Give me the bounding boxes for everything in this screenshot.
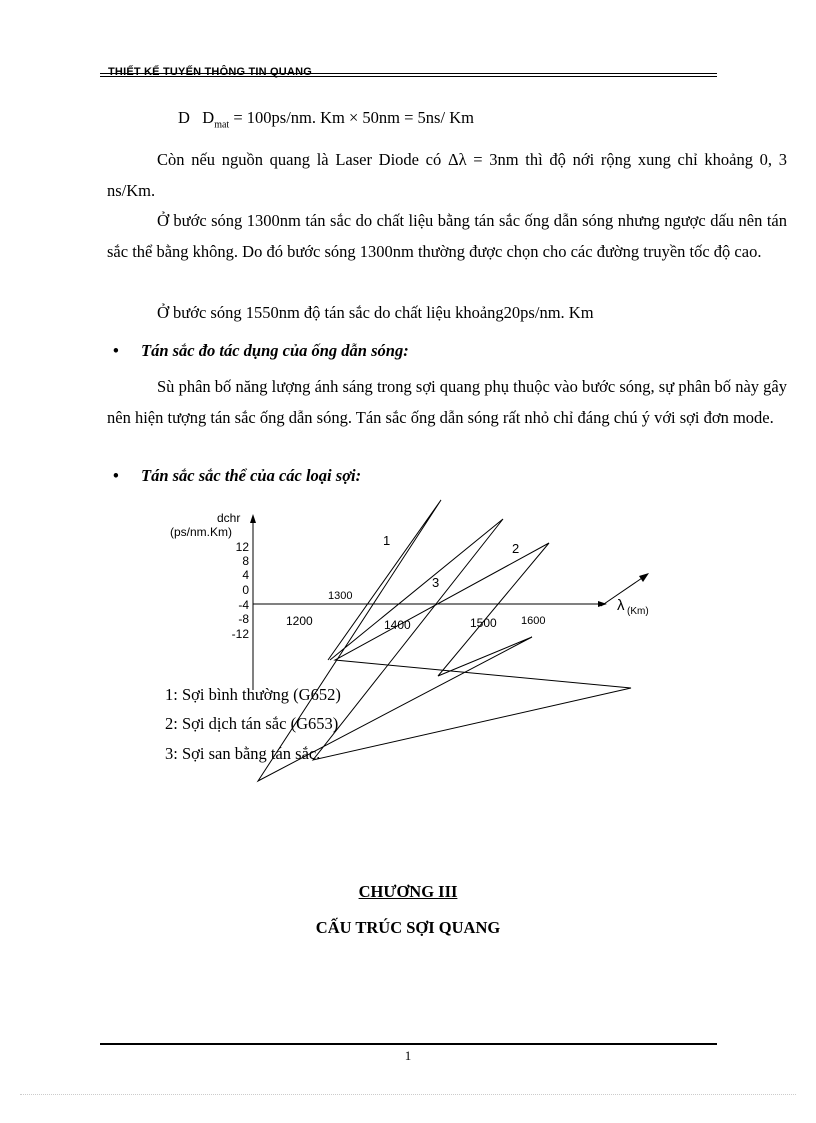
- curve-label-3: 3: [432, 575, 440, 590]
- paragraph-1300nm: Ở bước sóng 1300nm tán sắc do chất liệu bằng tán sắc ống dẫn sóng nhưng ngược dấu nên tán sắc thể bằng không. Do đó bước sóng 1300nm thường được chọn cho các đường truyền tốc độ cao.: [107, 211, 787, 261]
- arrow-head: [639, 573, 649, 582]
- x-axis-label: λ: [617, 597, 625, 614]
- legend-item-g652: 1: Sợi bình thường (G652): [165, 685, 341, 704]
- formula-subscript: mat: [214, 119, 230, 131]
- curve-label-2: 2: [512, 541, 520, 556]
- chapter-title: CẤU TRÚC SỢI QUANG: [315, 918, 501, 937]
- y-tick-label: 0: [242, 583, 249, 597]
- x-tick-label: 1400: [384, 618, 411, 632]
- y-axis-label-line1: dchr: [217, 511, 241, 525]
- y-axis-arrow: [250, 514, 256, 523]
- y-tick-label: 4: [242, 568, 249, 582]
- x-axis-label-sub: (Km): [627, 606, 649, 617]
- formula-symbol: D: [202, 108, 215, 127]
- bullet-symbol: •: [113, 466, 119, 485]
- page-bottom-border: [20, 1094, 796, 1095]
- chapter-number: CHƯƠNG III: [358, 882, 458, 901]
- x-tick-label: 1500: [470, 616, 497, 630]
- formula-expression: = 100ps/nm. Km × 50nm = 5ns/ Km: [229, 108, 474, 127]
- bullet-text: Tán sắc sắc thể của các loại sợi:: [141, 466, 362, 485]
- y-tick-label: -4: [238, 598, 249, 612]
- x-tick-label: 1600: [521, 615, 546, 627]
- paragraph-laser-diode: Còn nếu nguồn quang là Laser Diode có Δλ = 3nm thì độ nới rộng xung chỉ khoảng 0, 3 ns/Km.: [107, 150, 787, 200]
- dispersion-curves: [258, 500, 631, 781]
- y-tick-label: 8: [242, 554, 249, 568]
- x-tick-label: 1200: [286, 614, 313, 628]
- legend-item-g653: 2: Sợi dịch tán sắc (G653): [165, 714, 339, 733]
- curve-label-1: 1: [383, 533, 391, 548]
- bullet-text: Tán sắc đo tác dụng của ống dẫn sóng:: [141, 341, 409, 360]
- y-tick-label: 12: [235, 540, 249, 554]
- paragraph-1550nm: Ở bước sóng 1550nm độ tán sắc do chất liệu khoảng20ps/nm. Km: [157, 303, 594, 322]
- page-number: 1: [404, 1048, 412, 1063]
- legend-item-flattened: 3: Sợi san bằng tán sắc.: [165, 744, 321, 763]
- formula-prefix: D: [178, 108, 190, 127]
- y-axis-label-line2: (ps/nm.Km): [170, 525, 233, 539]
- x-axis-arrow: [598, 601, 607, 607]
- paragraph-energy-distribution: Sù phân bố năng lượng ánh sáng trong sợi quang phụ thuộc vào bước sóng, sự phân bố này gây nên hiện tượng tán sắc ống dẫn sóng. Tán sắc ống dẫn sóng rất nhỏ chỉ đáng chú ý với sợi đơn mode.: [107, 377, 787, 427]
- x-tick-label: 1300: [328, 590, 353, 602]
- y-tick-label: -8: [238, 612, 249, 626]
- footer-rule: [100, 1043, 717, 1045]
- y-tick-label: -12: [231, 627, 249, 641]
- page-header-title: THIẾT KẾ TUYẾN THÔNG TIN QUANG: [108, 66, 312, 78]
- bullet-symbol: •: [113, 341, 119, 360]
